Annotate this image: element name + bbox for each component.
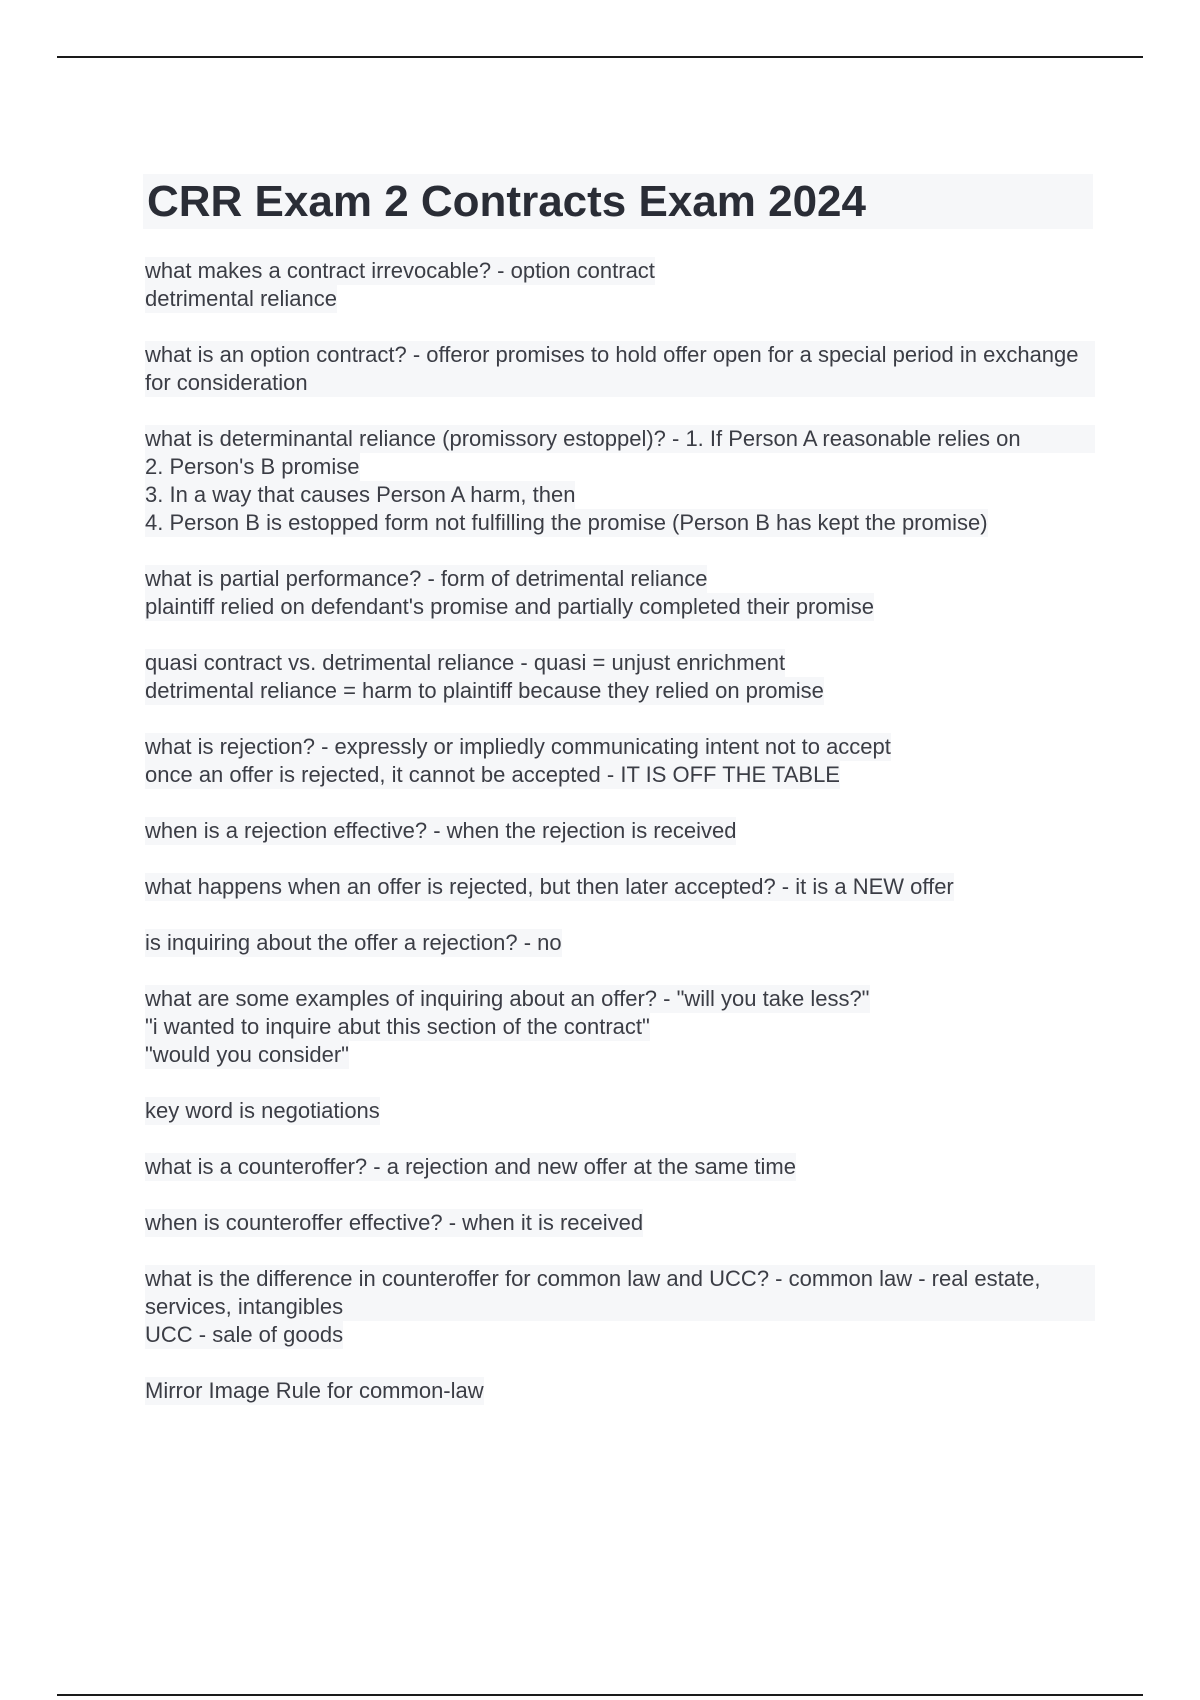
text-line: 3. In a way that causes Person A harm, then (145, 482, 576, 507)
text-line: when is counteroffer effective? - when it is received (145, 1210, 644, 1235)
qa-block-inquiry-examples (145, 985, 1095, 1069)
text-line: "would you consider" (145, 1042, 349, 1067)
qa-block-counteroffer (145, 1153, 1095, 1181)
text-line: what is partial performance? - form of detrimental reliance (145, 566, 708, 591)
text-line: plaintiff relied on defendant's promise and partially completed their promise (145, 594, 874, 619)
qa-block-rejected-then-accepted (145, 873, 1095, 901)
qa-block-irrevocable (145, 257, 1095, 313)
qa-block-rejection-effective (145, 817, 1095, 845)
text-line: detrimental reliance = harm to plaintiff because they relied on promise (145, 678, 824, 703)
bottom-rule (57, 1694, 1143, 1696)
text-line: Mirror Image Rule for common-law (145, 1378, 484, 1403)
text-line: 4. Person B is estopped form not fulfilling the promise (Person B has kept the promise) (145, 510, 988, 535)
qa-block-option-contract (145, 341, 1095, 397)
qa-block-quasi-contract (145, 649, 1095, 705)
text-line: 2. Person's B promise (145, 454, 360, 479)
qa-block-determinantal-reliance (145, 425, 1095, 537)
qa-block-negotiations (145, 1097, 1095, 1125)
text-line: what is determinantal reliance (promissory estoppel)? - 1. If Person A reasonable relies on (145, 425, 1095, 453)
text-line: "i wanted to inquire abut this section of the contract" (145, 1014, 650, 1039)
qa-block-common-law-ucc (145, 1265, 1095, 1349)
text-line: what happens when an offer is rejected, but then later accepted? - it is a NEW offer (145, 874, 954, 899)
qa-block-partial-performance (145, 565, 1095, 621)
text-line: what is a counteroffer? - a rejection and new offer at the same time (145, 1154, 796, 1179)
text-line: quasi contract vs. detrimental reliance - quasi = unjust enrichment (145, 650, 786, 675)
qa-block-rejection (145, 733, 1095, 789)
text-line: what is rejection? - expressly or impliedly communicating intent not to accept (145, 734, 891, 759)
text-line: what is the difference in counteroffer for common law and UCC? - common law - real estate, services, intangibles (145, 1265, 1095, 1321)
text-line: UCC - sale of goods (145, 1322, 344, 1347)
document-title: CRR Exam 2 Contracts Exam 2024 (143, 174, 1093, 229)
text-line: key word is negotiations (145, 1098, 380, 1123)
text-line: when is a rejection effective? - when the rejection is received (145, 818, 737, 843)
text-line: what makes a contract irrevocable? - option contract (145, 258, 655, 283)
qa-block-mirror-image (145, 1377, 1095, 1405)
text-line: what are some examples of inquiring about an offer? - "will you take less?" (145, 986, 870, 1011)
text-line: once an offer is rejected, it cannot be accepted - IT IS OFF THE TABLE (145, 762, 840, 787)
text-line: detrimental reliance (145, 286, 337, 311)
text-line: is inquiring about the offer a rejection? - no (145, 930, 562, 955)
document-body (145, 257, 1095, 1433)
qa-block-counteroffer-effective (145, 1209, 1095, 1237)
qa-block-inquiring (145, 929, 1095, 957)
top-rule (57, 56, 1143, 58)
text-line: what is an option contract? - offeror promises to hold offer open for a special period in exchange for consideration (145, 341, 1095, 397)
